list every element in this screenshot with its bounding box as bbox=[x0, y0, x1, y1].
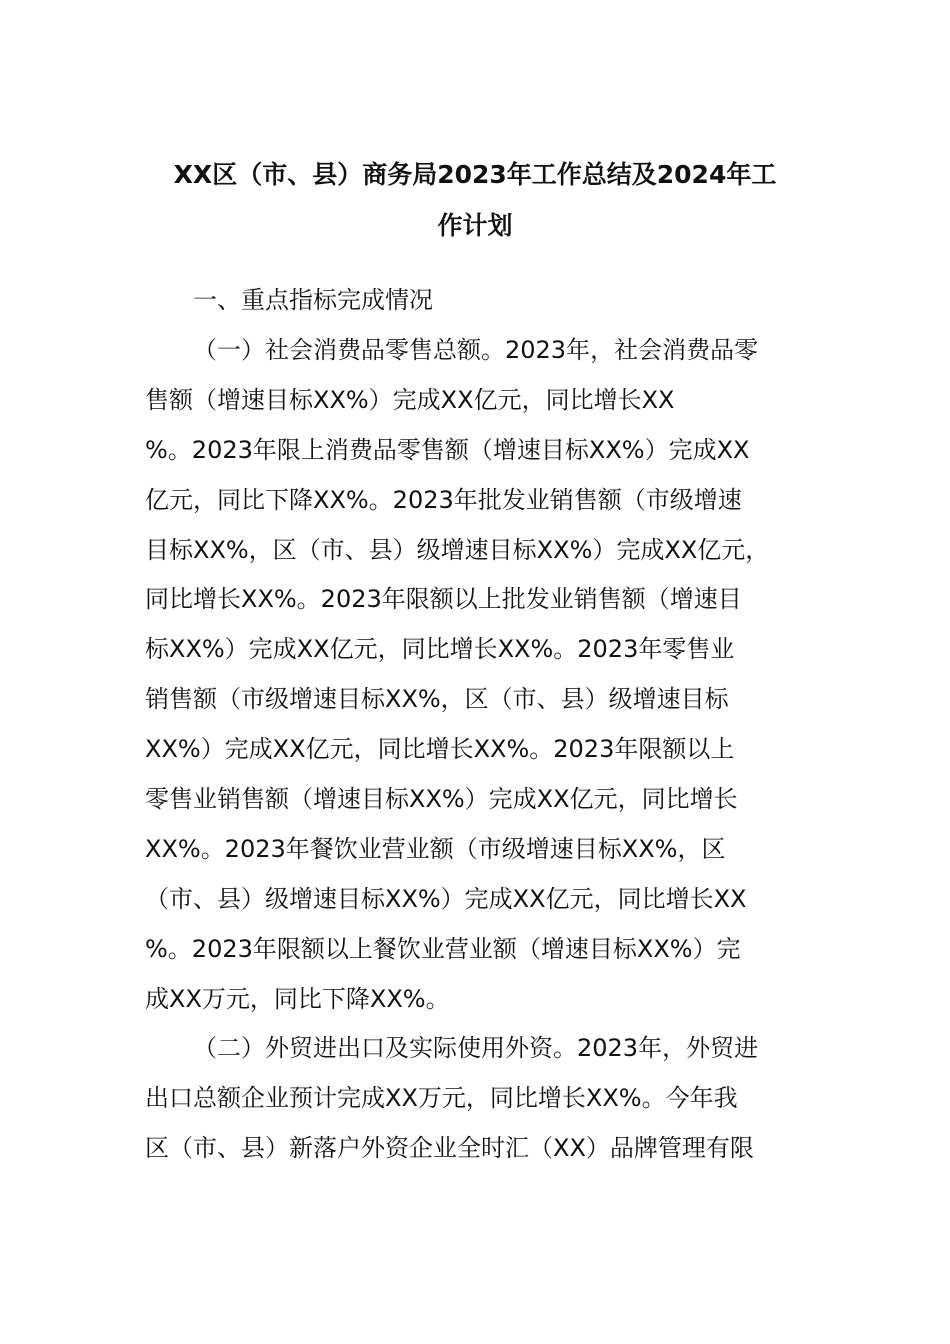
section-heading: 一、重点指标完成情况 bbox=[193, 286, 433, 314]
paragraph-1-line: 亿元，同比下降XX%。2023年批发业销售额（市级增速 bbox=[145, 486, 742, 514]
paragraph-1-line: 销售额（市级增速目标XX%，区（市、县）级增速目标 bbox=[145, 685, 729, 713]
paragraph-1-line: 目标XX%，区（市、县）级增速目标XX%）完成XX亿元， bbox=[145, 536, 770, 564]
paragraph-2-line: 出口总额企业预计完成XX万元，同比增长XX%。今年我 bbox=[145, 1084, 738, 1112]
paragraph-1-line: 成XX万元，同比下降XX%。 bbox=[145, 985, 450, 1013]
document-title-line-1: XX区（市、县）商务局2023年工作总结及2024年工 bbox=[173, 160, 777, 189]
paragraph-2-line: 区（市、县）新落户外资企业全时汇（XX）品牌管理有限 bbox=[145, 1134, 754, 1162]
paragraph-1-line: XX%）完成XX亿元，同比增长XX%。2023年限额以上 bbox=[145, 735, 735, 763]
paragraph-1-line: （一）社会消费品零售总额。2023年，社会消费品零 bbox=[193, 336, 759, 364]
paragraph-1-line: %。2023年限额以上餐饮业营业额（增速目标XX%）完 bbox=[145, 935, 741, 963]
paragraph-1-line: 零售业销售额（增速目标XX%）完成XX亿元，同比增长 bbox=[145, 785, 738, 813]
paragraph-1-line: %。2023年限上消费品零售额（增速目标XX%）完成XX bbox=[145, 436, 750, 464]
paragraph-1-line: 标XX%）完成XX亿元，同比增长XX%。2023年零售业 bbox=[145, 635, 735, 663]
paragraph-2-line: （二）外贸进出口及实际使用外资。2023年，外贸进 bbox=[193, 1034, 759, 1062]
paragraph-1-line: （市、县）级增速目标XX%）完成XX亿元，同比增长XX bbox=[145, 885, 747, 913]
paragraph-1-line: XX%。2023年餐饮业营业额（市级增速目标XX%，区 bbox=[145, 835, 726, 863]
paragraph-1-line: 同比增长XX%。2023年限额以上批发业销售额（增速目 bbox=[145, 585, 742, 613]
document-title-line-2: 作计划 bbox=[437, 211, 513, 240]
paragraph-1-line: 售额（增速目标XX%）完成XX亿元，同比增长XX bbox=[145, 386, 675, 414]
